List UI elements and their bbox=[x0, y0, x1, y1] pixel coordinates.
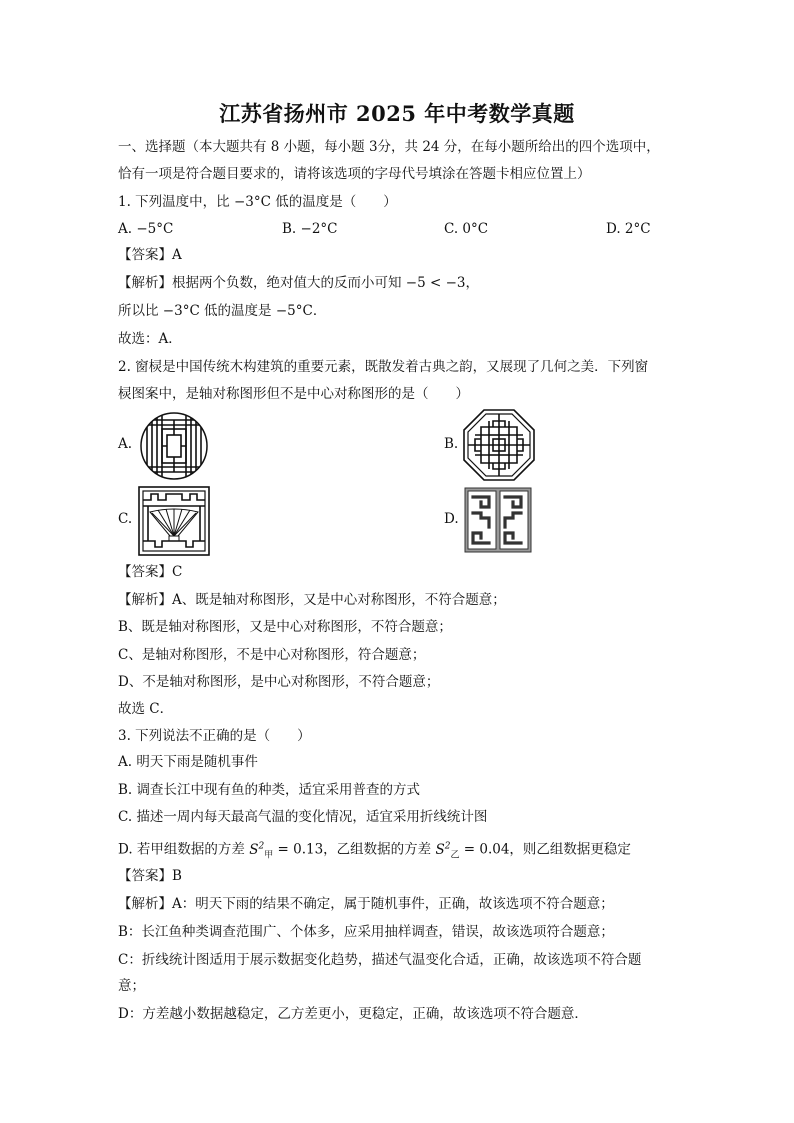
q2-option-c-label: C. bbox=[118, 511, 133, 527]
q3-option-d-text: = 0.04，则乙组数据更稳定 bbox=[459, 841, 631, 858]
q1-option-b: B. −2°C bbox=[282, 221, 338, 237]
q3-stem: 3. 下列说法不正确的是（ ） bbox=[118, 728, 311, 744]
q2-stem-line-1: 2. 窗棂是中国传统木构建筑的重要元素，既散发着古典之韵，又展现了几何之美．下列窗 bbox=[118, 359, 649, 375]
q1-option-d: D. 2°C bbox=[606, 221, 651, 237]
q3-option-d-text: D. 若甲组数据的方差 bbox=[118, 841, 250, 858]
page-title: 江苏省扬州市 2025 年中考数学真题 bbox=[219, 101, 575, 126]
window-lattice-d-figure bbox=[464, 487, 532, 553]
q2-analysis-line: D、不是轴对称图形，是中心对称图形，不符合题意； bbox=[118, 674, 440, 690]
q2-analysis-line: C、是轴对称图形，不是中心对称图形，符合题意； bbox=[118, 647, 426, 663]
q3-analysis-line: 【解析】A：明天下雨的结果不确定，属于随机事件，正确，故该选项不符合题意； bbox=[118, 896, 614, 912]
q1-analysis-line: 所以比 −3°C 低的温度是 −5°C． bbox=[118, 303, 327, 319]
q2-option-a-label: A. bbox=[118, 436, 133, 452]
q2-option-b-label: B. bbox=[444, 436, 459, 452]
q2-answer: 【答案】C bbox=[118, 564, 183, 580]
q2-analysis-line: 故选 C． bbox=[118, 701, 174, 717]
q3-analysis-line: C：折线统计图适用于展示数据变化趋势，描述气温变化合适，正确，故该选项不符合题 bbox=[118, 952, 642, 968]
q1-stem: 1. 下列温度中，比 −3°C 低的温度是（ ） bbox=[118, 194, 397, 210]
variance-symbol-yi: $S^2_乙$ bbox=[435, 841, 460, 861]
q2-analysis-line: B、既是轴对称图形，又是中心对称图形，不符合题意； bbox=[118, 619, 452, 635]
section-header-line-2: 恰有一项是符合题目要求的，请将该选项的字母代号填涂在答题卡相应位置上） bbox=[118, 166, 591, 182]
q3-analysis-line: B：长江鱼种类调查范围广、个体多，应采用抽样调查，错误，故该选项符合题意； bbox=[118, 924, 614, 940]
window-lattice-b-figure bbox=[463, 409, 535, 481]
q2-analysis-line: 【解析】A、既是轴对称图形，又是中心对称图形，不符合题意； bbox=[118, 592, 506, 608]
variance-symbol-jia: $S^2_甲$ bbox=[249, 841, 274, 861]
q2-stem-line-2: 棂图案中，是轴对称图形但不是中心对称图形的是（ ） bbox=[118, 386, 469, 402]
q1-answer: 【答案】A bbox=[118, 247, 182, 263]
q3-analysis-line: 意； bbox=[118, 978, 145, 994]
window-lattice-c-figure bbox=[138, 486, 210, 556]
q3-option-d bbox=[118, 836, 631, 865]
window-lattice-a-figure bbox=[139, 411, 209, 481]
q3-option-b: B. 调查长江中现有鱼的种类，适宜采用普查的方式 bbox=[118, 782, 421, 798]
q1-analysis-line: 故选：A． bbox=[118, 331, 182, 347]
q1-analysis-line: 【解析】根据两个负数，绝对值大的反而小可知 −5 < −3， bbox=[118, 275, 479, 291]
q3-option-c: C. 描述一周内每天最高气温的变化情况，适宜采用折线统计图 bbox=[118, 809, 488, 825]
q3-option-a: A. 明天下雨是随机事件 bbox=[118, 754, 258, 770]
section-header-line-1: 一、选择题（本大题共有 8 小题，每小题 3分，共 24 分，在每小题所给出的四个选项中， bbox=[118, 139, 660, 155]
q3-analysis-line: D：方差越小数据越稳定，乙方差更小，更稳定，正确，故该选项不符合题意． bbox=[118, 1006, 588, 1022]
q3-answer: 【答案】B bbox=[118, 868, 182, 884]
q2-option-d-label: D. bbox=[444, 511, 459, 527]
q3-option-d-text: = 0.13，乙组数据的方差 bbox=[273, 841, 436, 858]
q1-option-c: C. 0°C bbox=[444, 221, 489, 237]
q1-option-a: A. −5°C bbox=[118, 221, 174, 237]
